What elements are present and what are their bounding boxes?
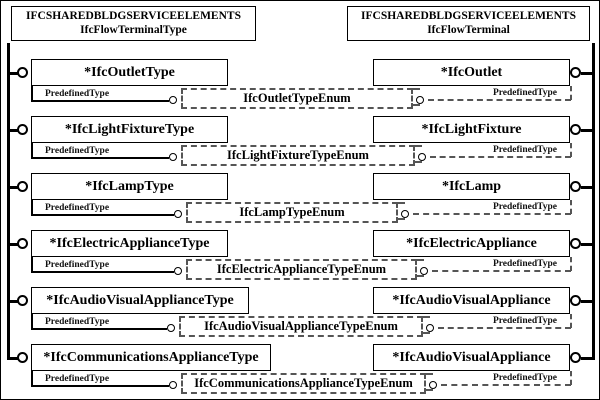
entity-box-instance: *IfcLightFixture bbox=[373, 116, 570, 143]
attribute-line-right-dashed bbox=[428, 99, 571, 101]
entity-box-instance: *IfcAudioVisualAppliance bbox=[373, 287, 570, 314]
attribute-line-left-riser bbox=[31, 200, 33, 214]
enum-corner-dash-top bbox=[398, 202, 405, 204]
attribute-line-right-dashed bbox=[438, 327, 571, 329]
attribute-line-left bbox=[31, 328, 167, 330]
attribute-label-left: PredefinedType bbox=[45, 146, 110, 156]
attribute-label-left: PredefinedType bbox=[45, 89, 110, 99]
attribute-line-right-dashed bbox=[441, 384, 571, 386]
attribute-end-circle-left bbox=[169, 96, 177, 104]
attribute-line-right-riser bbox=[570, 143, 572, 157]
enum-type-box: IfcOutletTypeEnum bbox=[181, 88, 413, 109]
attribute-label-left: PredefinedType bbox=[45, 317, 110, 327]
enum-corner-dash-bottom bbox=[413, 104, 420, 106]
bus-connector-line-right bbox=[581, 129, 595, 132]
attribute-label-right: PredefinedType bbox=[492, 88, 557, 98]
bus-connector-circle-right bbox=[570, 124, 581, 135]
enum-corner-dash-bottom bbox=[426, 389, 433, 391]
bus-connector-circle-right bbox=[570, 352, 581, 363]
schema-entity: IfcFlowTerminalType bbox=[80, 24, 187, 36]
diagram-row bbox=[1, 173, 600, 230]
attribute-label-right: PredefinedType bbox=[492, 316, 557, 326]
enum-corner-dash-bottom bbox=[423, 332, 430, 334]
enum-type-box: IfcAudioVisualApplianceTypeEnum bbox=[179, 316, 423, 337]
entity-box-instance: *IfcElectricAppliance bbox=[373, 230, 570, 257]
bus-connector-circle-left bbox=[17, 67, 28, 78]
attribute-label-right: PredefinedType bbox=[492, 373, 557, 383]
entity-box-type: *IfcAudioVisualApplianceType bbox=[31, 287, 249, 314]
bus-connector-circle-left bbox=[17, 238, 28, 249]
attribute-line-right-riser bbox=[570, 86, 572, 100]
enum-type-box: IfcLampTypeEnum bbox=[186, 202, 398, 223]
attribute-end-circle-right bbox=[401, 210, 409, 218]
attribute-end-circle-left bbox=[174, 210, 182, 218]
enum-type-box: IfcElectricApplianceTypeEnum bbox=[186, 259, 417, 280]
bus-connector-line-right bbox=[581, 357, 595, 360]
attribute-line-right-riser bbox=[570, 257, 572, 271]
bus-connector-circle-left bbox=[17, 124, 28, 135]
attribute-line-left bbox=[31, 100, 169, 102]
bus-connector-circle-right bbox=[570, 181, 581, 192]
enum-corner-dash-bottom bbox=[398, 218, 405, 220]
attribute-label-left: PredefinedType bbox=[45, 260, 110, 270]
attribute-line-left bbox=[31, 214, 174, 216]
entity-box-instance: *IfcLamp bbox=[373, 173, 570, 200]
bus-connector-line-right bbox=[581, 72, 595, 75]
bus-connector-circle-left bbox=[17, 352, 28, 363]
entity-box-type: *IfcOutletType bbox=[31, 59, 228, 86]
schema-header-right bbox=[347, 6, 590, 41]
entity-box-type: *IfcLightFixtureType bbox=[31, 116, 228, 143]
enum-type-box: IfcCommunicationsApplianceTypeEnum bbox=[181, 373, 426, 394]
attribute-end-circle-right bbox=[429, 381, 437, 389]
entity-box-instance: *IfcOutlet bbox=[373, 59, 570, 86]
attribute-end-circle-right bbox=[420, 267, 428, 275]
bus-connector-circle-left bbox=[17, 181, 28, 192]
schema-entity: IfcFlowTerminal bbox=[427, 24, 510, 36]
entity-box-type: *IfcCommunicationsApplianceType bbox=[31, 344, 271, 371]
bus-connector-line-right bbox=[581, 243, 595, 246]
attribute-label-left: PredefinedType bbox=[45, 374, 110, 384]
bus-connector-circle-right bbox=[570, 295, 581, 306]
enum-corner-dash-top bbox=[415, 145, 422, 147]
enum-corner-dash-bottom bbox=[415, 161, 422, 163]
diagram-row bbox=[1, 287, 600, 344]
attribute-line-left bbox=[31, 271, 174, 273]
enum-type-box: IfcLightFixtureTypeEnum bbox=[181, 145, 415, 166]
attribute-line-left bbox=[31, 157, 169, 159]
attribute-line-left-riser bbox=[31, 86, 33, 100]
schema-name: IFCSHAREDBLDGSERVICEELEMENTS bbox=[361, 10, 576, 22]
bus-connector-line-right bbox=[581, 300, 595, 303]
attribute-line-left-riser bbox=[31, 257, 33, 271]
entity-box-instance: *IfcAudioVisualAppliance bbox=[373, 344, 570, 371]
bus-connector-circle-left bbox=[17, 295, 28, 306]
attribute-end-circle-right bbox=[416, 96, 424, 104]
attribute-label-left: PredefinedType bbox=[45, 203, 110, 213]
attribute-label-right: PredefinedType bbox=[492, 259, 557, 269]
attribute-label-right: PredefinedType bbox=[492, 202, 557, 212]
attribute-end-circle-left bbox=[174, 267, 182, 275]
attribute-line-right-dashed bbox=[430, 156, 571, 158]
enum-corner-dash-top bbox=[413, 88, 420, 90]
attribute-line-right-dashed bbox=[432, 270, 571, 272]
enum-corner-dash-top bbox=[423, 316, 430, 318]
bus-connector-line-right bbox=[581, 186, 595, 189]
bus-connector-circle-right bbox=[570, 238, 581, 249]
attribute-line-right-dashed bbox=[413, 213, 571, 215]
schema-header-left bbox=[11, 6, 256, 41]
attribute-end-circle-left bbox=[169, 381, 177, 389]
entity-box-type: *IfcLampType bbox=[31, 173, 228, 200]
attribute-line-left-riser bbox=[31, 314, 33, 328]
enum-corner-dash-bottom bbox=[417, 275, 424, 277]
attribute-label-right: PredefinedType bbox=[492, 145, 557, 155]
enum-corner-dash-top bbox=[417, 259, 424, 261]
attribute-line-left bbox=[31, 385, 169, 387]
entity-box-type: *IfcElectricApplianceType bbox=[31, 230, 228, 257]
diagram-row bbox=[1, 344, 600, 400]
attribute-line-right-riser bbox=[570, 314, 572, 328]
schema-name: IFCSHAREDBLDGSERVICEELEMENTS bbox=[26, 10, 241, 22]
attribute-line-left-riser bbox=[31, 371, 33, 385]
attribute-line-right-riser bbox=[570, 371, 572, 385]
diagram-row bbox=[1, 59, 600, 116]
enum-corner-dash-top bbox=[426, 373, 433, 375]
diagram-row bbox=[1, 230, 600, 287]
attribute-line-right-riser bbox=[570, 200, 572, 214]
attribute-end-circle-left bbox=[169, 153, 177, 161]
attribute-end-circle-right bbox=[418, 153, 426, 161]
bus-connector-circle-right bbox=[570, 67, 581, 78]
attribute-end-circle-right bbox=[426, 324, 434, 332]
attribute-line-left-riser bbox=[31, 143, 33, 157]
attribute-end-circle-left bbox=[167, 324, 175, 332]
diagram-row bbox=[1, 116, 600, 173]
